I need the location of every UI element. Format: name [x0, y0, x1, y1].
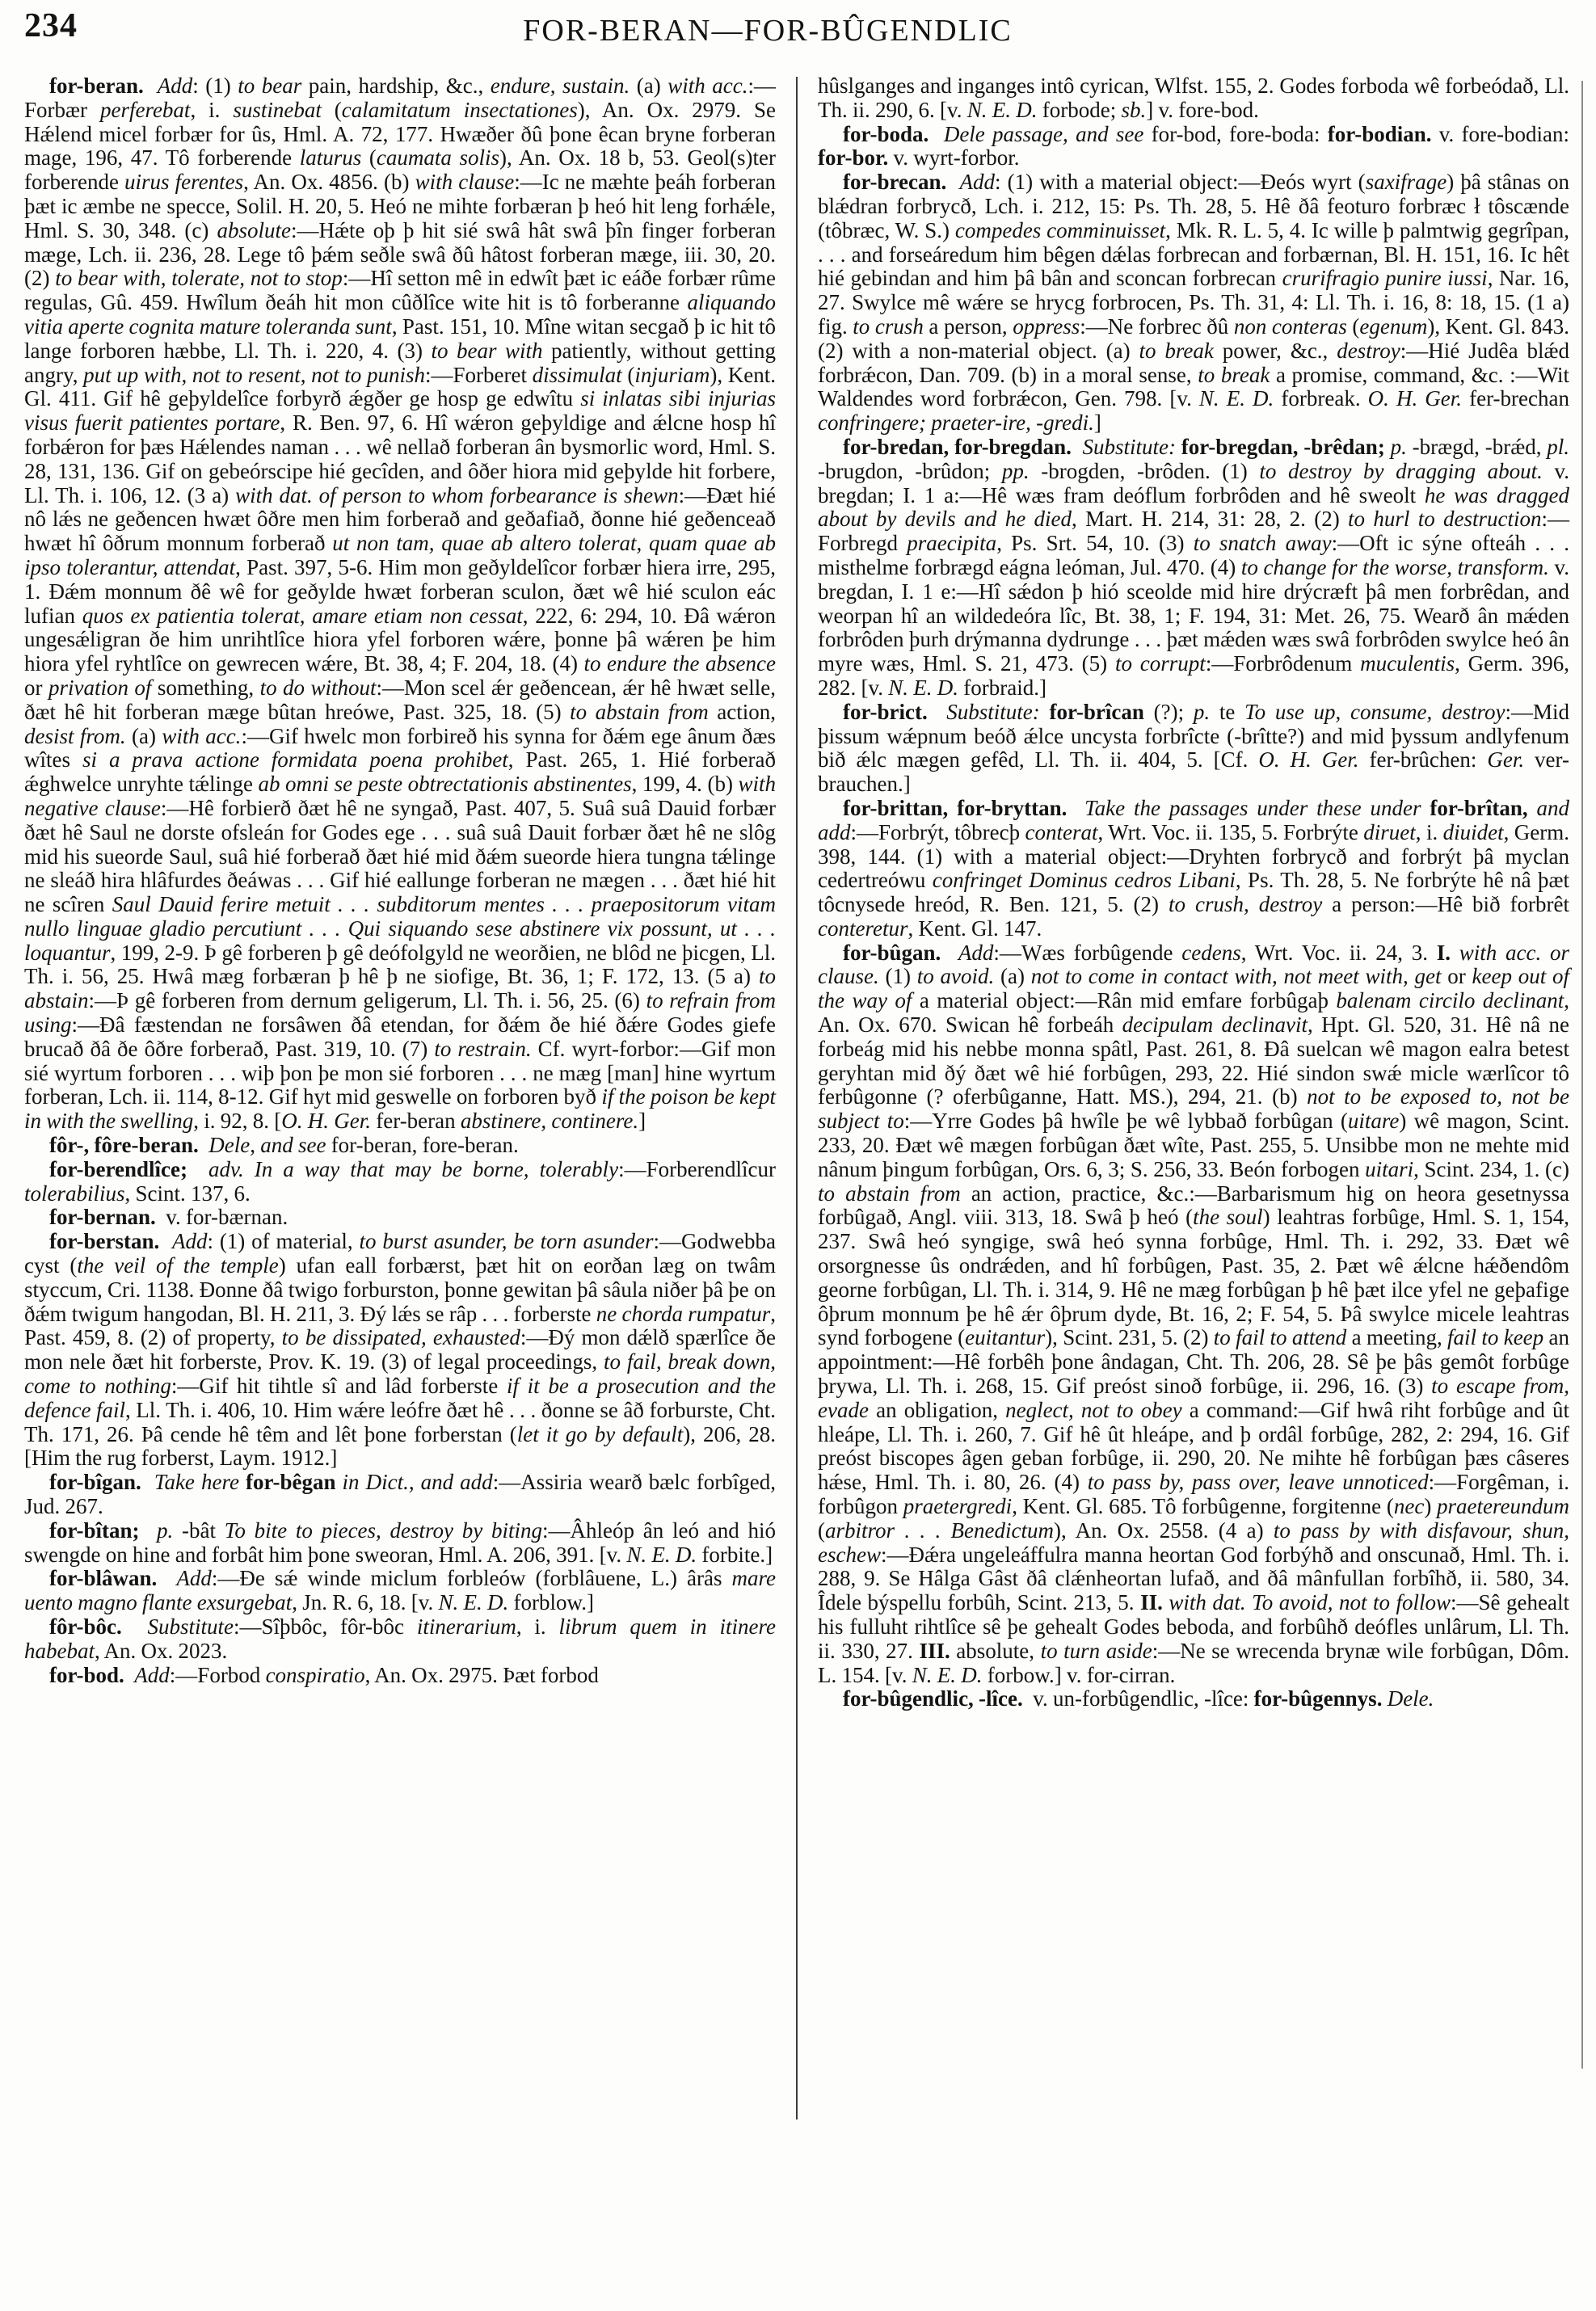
dictionary-entry: fôr-bôc. Substitute:—Sîþbôc, fôr-bôc itinerarium, i. librum quem in itinere habebat, An. Ox. 2023. — [24, 1614, 777, 1663]
entry-headword: for-beran. — [49, 74, 144, 98]
entry-headword: for-bîtan; — [49, 1518, 140, 1543]
entry-headword: for-berendlîce; — [49, 1156, 187, 1181]
dictionary-entry: for-beran. Add: (1) to bear pain, hardship, &c., endure, sustain. (a) with acc.:—Forbær perferebat, i. sustinebat (calamitatum insectationes), An. Ox. 2979. Se Hǽlend micel forbær for ûs, Hml. A. 72, 177. Hwæðer ðû þone êcan bryne forberan mage, 196, 47. Tô forberende laturus (caumata solis), An. Ox. 18 b, 53. Geol(s)ter forberende uirus ferentes, An. Ox. 4856. (b) with clause:—Ic ne mæhte þeáh forberan þæt ic æmbe ne specce, Solil. H. 20, 5. Heó ne mihte forbæran þ heó hit leng forhǽle, Hml. S. 30, 348. (c) absolute:—Hǽte oþ þ hit sié swâ hât swâ þîn finger forberan mæge, Lch. ii. 236, 28. Lege tô þǽm seðle swâ ðû hâtost forberan mæge, iii. 30, 20. (2) to bear with, tolerate, not to stop:—Hî setton mê in edwît þæt ic eáðe forbær rûme regulas, Gû. 459. Hwîlum ðeáh hit mon cûðlîce wite hit is tô forberanne aliquando vitia aperte cognita mature toleranda sunt, Past. 151, 10. Mîne witan secgað þ ic hit tô lange forboren hæbbe, Ll. Th. i. 220, 4. (3) to bear with patiently, without getting angry, put up with, not to resent, not to punish:—Forberet dissimulat (injuriam), Kent. Gl. 411. Gif hê geþyldelîce forbyrð ǽgðer ge hosp ge edwîtu si inlatas sibi injurias visus fuerit patientes portare, R. Ben. 97, 6. Hî wǽron geþyldige and ǽlcne hosp hî forbǽron for þæs Hǽlendes naman . . . wê nellað forberan ân bysmorlic word, Hml. S. 28, 131, 136. Gif on gebeórscipe hié gecîden, and ôðer hiora mid geþylde hit forbere, Ll. Th. i. 106, 12. (3 a) with dat. of person to whom forbearance is shewn:—Ðæt hié nô lǽs ne geðencen hwæt ôðre men him forberað and geðafiað, ðonne hié geðenceað hwæt hî ôðrum monnum forberað ut non tam, quae ab altero tolerat, quam quae ab ipso tolerantur, attendat, Past. 397, 5-6. Him mon geðyldelîcor forbær hiera irre, 295, 1. Ðǽm monnum ðê wê for geðylde hwæt forberan sculon, ðæt wê hié sculon eác lufian quos ex patientia tolerat, amare etiam non cessat, 222, 6: 294, 10. Ðâ wǽron ungesǽligran ðe him unrihtlîce hiora yfel forboren wǽre, þonne þâ wǽren þe him hiora yfel ryhtlîce on gewrecen wǽre, Bt. 38, 4; F. 204, 18. (4) to endure the absence or privation of something, to do without:—Mon scel ǽr geðencean, ǽr hê hwæt selle, ðæt hê hit forberan mæge bûtan hreówe, Past. 325, 18. (5) to abstain from action, desist from. (a) with acc.:—Gif hwelc mon forbireð his synna for ðǽm ege ânum ðæs wîtes si a prava actione formidata poena prohibet, Past. 265, 1. Hié forberað ǽghwelce unryhte tǽlinge ab omni se peste obtrectationis abstinentes, 199, 4. (b) with negative clause:—Hê forbierð ðæt hê ne syngað, Past. 407, 5. Suâ suâ Dauid forbær ðæt hê Saul ne dorste ofsleán for Godes ege . . . suâ suâ Dauit forbær ðæt hê ne slôg mid his sueorde Saul, suâ hié forberað ðæt hié mid ðǽm sueorde hiera tungna tǽlinge ne sleáð hira hlâfurdes ðeáwas . . . Gif hié eallunge forberan ne mægen . . . ðæt hié hit ne scîren Saul Dauid ferire metuit . . . subditorum mentes . . . praepositorum vitam nullo linguae gladio percutiunt . . . Qui siquando sese abstinere vix possunt, ut . . . loquantur, 199, 2-9. Þ gê forberen þ gê deófolgyld ne weorðien, ne blôd ne þicgen, Ll. Th. i. 56, 25. Hwâ mæg forbæran þ hê þ ne siofige, Bt. 36, 1; F. 172, 13. (5 a) to abstain:—Þ gê forberen from dernum geligerum, Ll. Th. i. 56, 25. (6) to refrain from using:—Ðâ fæstendan ne forsâwen ðâ etendan, for ðǽm ðe hié ðǽre Godes giefe brucað ðâ ðe ôðre forberað, Past. 319, 10. (7) to restrain. Cf. wyrt-forbor:—Gif mon sié wyrtum forboren . . . wiþ þon þe mon sié forboren . . . ne mæg [man] hine wyrtum forberan, Lch. ii. 114, 8-12. Gif hyt mid geswelle on forboren byð if the poison be kept in with the swelling, i. 92, 8. [O. H. Ger. fer-beran abstinere, continere.] — [24, 74, 777, 1134]
dictionary-entry: for-bredan, for-bregdan. Substitute: for-bregdan, -brêdan; p. -brægd, -brǽd, pl. -brugdon, -brûdon; pp. -brogden, -brôden. (1) to destroy by dragging about. v. bregdan; I. 1 a:—Hê wæs fram deóflum forbrôden and hê sweolt he was dragged about by devils and he died, Mart. H. 214, 31: 28, 2. (2) to hurl to destruction:—Forbregd praecipita, Ps. Srt. 54, 10. (3) to snatch away:—Oft ic sýne ofteáh . . . misthelme forbrægd eágna leóman, Jul. 470. (4) to change for the worse, transform. v. bregdan, I. 1 e:—Hî sǽdon þ hió sceolde mid hire drýcræft þâ men forbrêdan, and weorpan hî an wildedeóra lîc, Bt. 38, 1; F. 194, 31: Met. 26, 75. Wearð ân mǽden forbrôden þurh drýmanna dydrunge . . . þæt mǽden wæs swâ forbrôden swylce heó ân myre wæs, Hml. S. 21, 473. (5) to corrupt:—Forbrôdenum muculentis, Germ. 396, 282. [v. N. E. D. forbraid.] — [818, 434, 1570, 700]
dictionary-entry: for-berendlîce; adv. In a way that may be borne, tolerably:—Forberendlîcur tolerabilius, Scint. 137, 6. — [24, 1156, 777, 1206]
dictionary-entry: for-bernan. v. for-bærnan. — [49, 1205, 288, 1230]
entry-headword: for-boda. — [843, 121, 929, 146]
dictionary-entry: for-boda. Dele passage, and see for-bod, fore-boda: for-bodian. v. fore-bodian: for-bor. v. wyrt-forbor. — [818, 121, 1569, 170]
column-left — [24, 74, 776, 1711]
entry-headword: for-bûgan. — [843, 940, 941, 965]
text-columns — [24, 74, 1569, 1711]
page-number: 234 — [24, 7, 78, 44]
entry-headword: for-bûgendlic, -lîce. — [843, 1686, 1023, 1711]
entry-headword: for-berstan. — [49, 1229, 160, 1254]
entry-headword: for-bod. — [49, 1662, 124, 1687]
entry-headword: for-bernan. — [49, 1205, 156, 1230]
dictionary-entry: for-bûgendlic, -lîce. v. un-forbûgendlic, -lîce: for-bûgennys. Dele. — [843, 1686, 1434, 1711]
dictionary-entry: for-brict. Substitute: for-brîcan (?); p. te To use up, consume, destroy:—Mid þissum wǽpnum beóð ǽlce uncysta forbrîcte (-brîtte?) and mid þyssum andlyfenum bið ǽlc mægen gefêd, Ll. Th. ii. 404, 5. [Cf. O. H. Ger. fer-brûchen: Ger. ver-brauchen.] — [818, 699, 1569, 797]
entry-headword: for-brecan. — [843, 170, 947, 195]
page-header: FOR-BERAN—FOR-BÛGENDLIC — [523, 14, 1013, 48]
dictionary-entry: for-blâwan. Add:—Ðe sǽ winde miclum forbleów (forblâuene, L.) ârâs mare uento magno flante exsurgebat, Jn. R. 6, 18. [v. N. E. D. forblow.] — [24, 1566, 776, 1615]
dictionary-entry: for-berstan. Add: (1) of material, to burst asunder, be torn asunder:—Godwebba cyst (the veil of the temple) ufan eall forbærst, þæt hit on eorðan læg on twâm styccum, Cri. 1138. Ðonne ðâ twigo forburston, þonne gewitan þâ sâula niðer þâ þe on ðǽm twigum hangodan, Bl. H. 211, 3. Ðý lǽs se râp . . . forberste ne chorda rumpatur, Past. 459, 8. (2) of property, to be dissipated, exhausted:—Ðý mon dǽlð spærlîce ðe mon nele ðæt hit forberste, Prov. K. 19. (3) of legal proceedings, to fail, break down, come to nothing:—Gif hit tihtle sî and lâd forberste if it be a prosecution and the defence fail, Ll. Th. i. 406, 10. Him wǽre leófre ðæt hê . . . ðonne se âð forburste, Cht. Th. 171, 26. Þâ cende hê têm and lêt þone forberstan (let it go by default), 206, 28. [Him the rug forberst, Laym. 1912.] — [24, 1229, 777, 1471]
entry-headword: for-bredan, for-bregdan. — [843, 434, 1072, 459]
dictionary-entry: fôr-, fôre-beran. Dele, and see for-beran, fore-beran. — [49, 1133, 519, 1158]
entry-headword: fôr-bôc. — [49, 1614, 122, 1639]
entry-headword: for-bîgan. — [49, 1470, 141, 1495]
dictionary-entry: for-brittan, for-bryttan. Take the passages under these under for-brîtan, and add:—Forbrýt, tôbrecþ conterat, Wrt. Voc. ii. 135, 5. Forbrýte diruet, i. diuidet, Germ. 398, 144. (1) with a material object:—Dryhten forbrycð and forbrýt þâ myclan cedertreówu confringet Dominus cedros Libani, Ps. Th. 28, 5. Ne forbrýte hê nâ þæt tôcnysede hreód, R. Ben. 121, 5. (2) to crush, destroy a person:—Hê bið forbrêt conteretur, Kent. Gl. 147. — [818, 795, 1570, 941]
entry-headword: for-blâwan. — [49, 1566, 158, 1591]
column-right — [818, 74, 1569, 1711]
dictionary-entry: for-brecan. Add: (1) with a material object:—Ðeós wyrt (saxifrage) þâ stânas on blǽdran forbrycð, Lch. i. 212, 15: Ps. Th. 28, 5. Hê ðâ feoturo forbræc ł tôscænde (tôbræc, W. S.) compedes comminuisset, Mk. R. L. 5, 4. Ic wille þ palmtwig gegrîpan, . . . and forseáredum him bêgen dǽlas forbrecan and forbærnan, Bl. H. 151, 16. Ic hêt hié gebindan and him þâ bân and sconcan forbrecan crurifragio punire iussi, Nar. 16, 27. Swylce mê wǽre se hrycg forbrocen, Ps. Th. 31, 4: Ll. Th. i. 16, 8: 18, 15. (1 a) fig. to crush a person, oppress:—Ne forbrec ðû non conteras (egenum), Kent. Gl. 843. (2) with a non-material object. (a) to break power, &c., destroy:—Hié Judêa blǽd forbrǽcon, Dan. 709. (b) in a moral sense, to break a promise, command, &c. :—Wit Waldendes word forbrǽcon, Gen. 798. [v. N. E. D. forbreak. O. H. Ger. fer-brechan confringere; praeter-ire, -gredi.] — [818, 170, 1570, 436]
entry-headword: for-brict. — [843, 699, 928, 724]
page-edge-rule — [1581, 81, 1583, 2069]
dictionary-entry: for-bûgan. Add:—Wæs forbûgende cedens, Wrt. Voc. ii. 24, 3. I. with acc. or clause. (1) to avoid. (a) not to come in contact with, not meet with, get or keep out of the way of a material object:—Rân mid emfare forbûgaþ balenam circilo declinant, An. Ox. 670. Swican hê forbeáh decipulam declinavit, Hpt. Gl. 520, 31. Hê nâ ne forbeág mid his nebbe monna spâtl, Past. 261, 8. Ðâ suelcan wê magon ealra betest geryhtan mid ðý ðæt wê hié forbûgen, 293, 22. Hié sindon swǽ micle wærlîcor tô ferbûgonne (? oferbûganne, Hatt. MS.), 294, 21. (b) not to be exposed to, not be subject to:—Yrre Godes þâ hwîle þe wê lybbað forbûgan (uitare) wê magon, Scint. 233, 20. Ðæt wê mægen forbûgan ðæt wîte, Past. 255, 5. Unsibbe mon ne mehte mid nânum þingum forbûgan, Ors. 6, 3; S. 256, 33. Beón forbogen uitari, Scint. 234, 1. (c) to abstain from an action, practice, &c.:—Barbarismum hig on heora gesetnyssa forbûgað, Angl. viii. 313, 18. Swâ þ heó (the soul) leahtras forbûge, Hml. S. 1, 154, 237. Swâ heó syngige, swâ heó synna forbûge, Hml. Th. i. 292, 33. Ðæt wê orsorgnesse ûs ondrǽden, and hî forbûgen, Past. 35, 2. Þæt wê ǽlcne hǽðendôm georne forbûgan, Ll. Th. i. 314, 9. Hê ne mæg forbûgan þ hê þæt ilce yfel ne geþafige ôþrum monnum þe hê ǽr ôþrum dyde, Bt. 16, 2; F. 54, 5. Þâ swylce micele leahtras synd forbogene (euitantur), Scint. 231, 5. (2) to fail to attend a meeting, fail to keep an appointment:—Hê forbêh þone ândagan, Cht. Th. 206, 28. Sê þe þâs gemôt forbûge þrywa, Ll. Th. i. 268, 15. Gif preóst sinoð forbûge, ii. 296, 16. (3) to escape from, evade an obligation, neglect, not to obey a command:—Gif hwâ riht forbûge and ût hleápe, Ll. Th. i. 260, 7. Gif hê ût hleápe, and þ ordâl forbûge, 282, 2: 294, 16. Gif preóst biscopes âgen geban forbûge, ii. 290, 20. Ne mihte hê forbûgan þæs câseres hǽse, Hml. Th. i. 80, 26. (4) to pass by, pass over, leave unnoticed:—Forgêman, i. forbûgon praetergredi, Kent. Gl. 685. Tô forbûgenne, forgitenne (nec) praetereundum (arbitror . . . Benedictum), An. Ox. 2558. (4 a) to pass by with disfavour, shun, eschew:—Ðǽra ungeleáffulra manna heortan God forbýhð and onscunað, Hml. Th. i. 288, 9. Se Hâlga Gâst ðâ clǽnheortan lufað, and ðâ mânfullan forbîhð, ii. 580, 34. Îdele býspellu forbûh, Scint. 213, 5. II. with dat. To avoid, not to follow:—Sê gehealt his fulluht rihtlîce sê þe gehealt Godes beboda, and forbûhð deófles unlârum, Ll. Th. ii. 330, 27. III. absolute, to turn aside:—Ne se wrecenda brynæ wile forbûgan, Dôm. L. 154. [v. N. E. D. forbow.] v. for-cirran. — [818, 940, 1570, 1687]
entry-headword: for-brittan, for-bryttan. — [843, 795, 1068, 820]
dictionary-entry: for-bîtan; p. -bât To bite to pieces, destroy by biting:—Âhleóp ân leó and hió swengde on hine and forbât him þone sweoran, Hml. A. 206, 391. [v. N. E. D. forbite.] — [24, 1518, 776, 1567]
dictionary-entry: for-bod. Add:—Forbod conspiratio, An. Ox. 2975. Þæt forbod — [49, 1662, 599, 1687]
entry-headword: fôr-, fôre-beran. — [49, 1133, 199, 1158]
entry-continuation: hûslganges and inganges intô cyrican, Wlfst. 155, 2. Godes forboda wê forbeódað, Ll. Th. ii. 290, 6. [v. N. E. D. forbode; sb.] v. fore-bod. — [818, 74, 1569, 122]
dictionary-entry: for-bîgan. Take here for-bêgan in Dict., and add:—Assiria wearð bælc forbîged, Jud. 267. — [24, 1470, 777, 1519]
